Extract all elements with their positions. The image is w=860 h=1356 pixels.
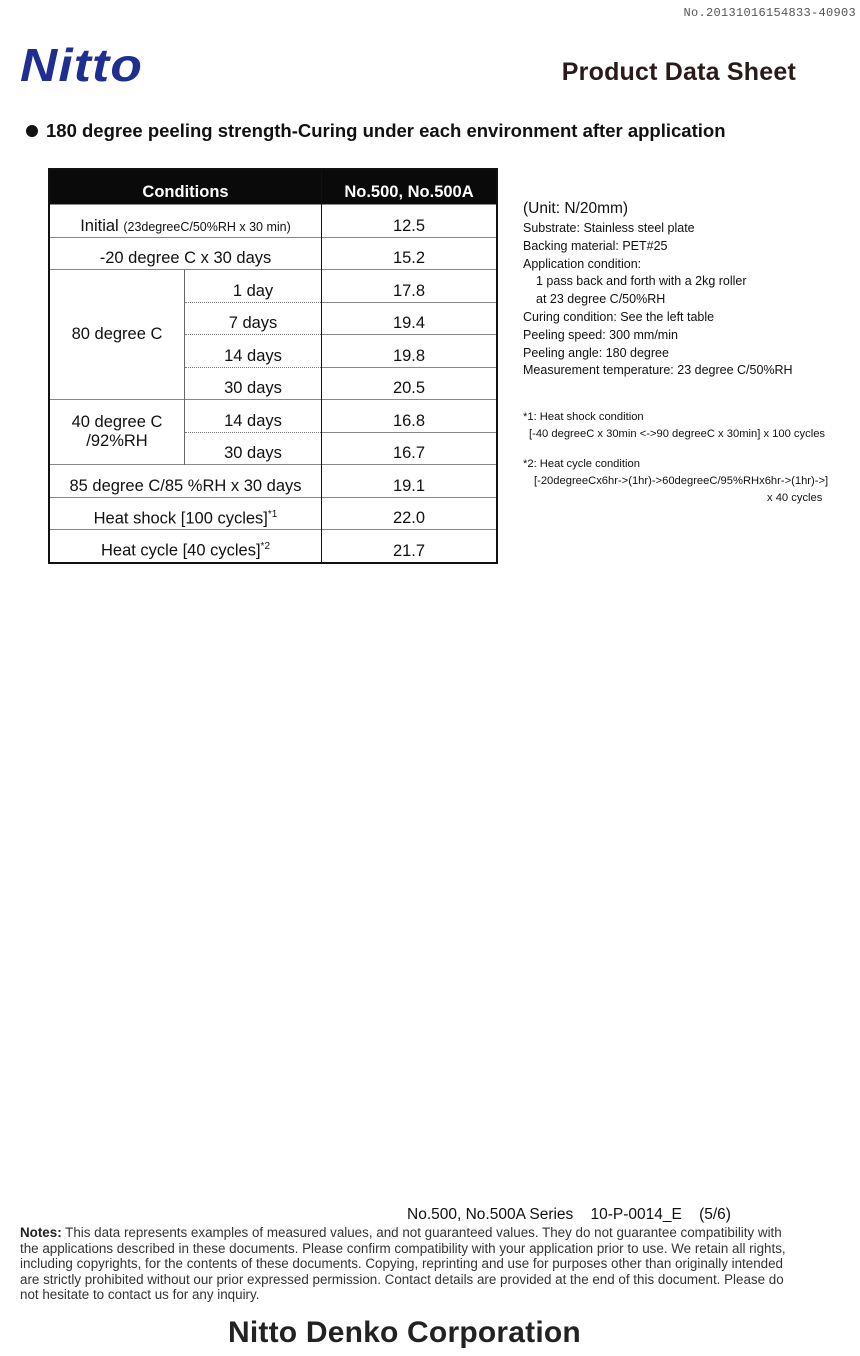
duration-cell: 14 days xyxy=(185,335,322,368)
condition-label: Initial xyxy=(80,216,119,235)
application-detail: at 23 degree C/50%RH xyxy=(536,292,666,307)
table-row xyxy=(49,205,497,238)
value-cell: 15.2 xyxy=(322,237,498,270)
column-header-product: No.500, No.500A xyxy=(322,169,498,205)
value-cell: 12.5 xyxy=(322,205,498,238)
table-row xyxy=(49,237,497,270)
page-title: Product Data Sheet xyxy=(561,58,796,86)
nitto-logo: Nitto xyxy=(20,39,143,91)
duration-cell: 1 day xyxy=(185,270,322,303)
value-cell: 16.8 xyxy=(322,400,498,433)
peeling-angle-line: Peeling angle: 180 degree xyxy=(523,345,669,360)
value-cell: 17.8 xyxy=(322,270,498,303)
table-row xyxy=(49,497,497,530)
condition-label: Heat shock [100 cycles] xyxy=(93,509,268,527)
duration-cell: 30 days xyxy=(185,367,322,400)
table-row xyxy=(49,465,497,498)
section-heading xyxy=(26,120,726,142)
bullet-icon xyxy=(26,125,38,137)
table-row xyxy=(49,530,497,563)
condition-cell: 85 degree C/85 %RH x 30 days xyxy=(49,465,322,498)
value-cell: 20.5 xyxy=(322,367,498,400)
notes-label: Notes: xyxy=(20,1225,62,1240)
footnote-text: x 40 cycles xyxy=(767,492,823,504)
application-line: Application condition: xyxy=(523,256,642,271)
duration-cell: 7 days xyxy=(185,302,322,335)
footnote-ref: *1 xyxy=(267,508,278,520)
footnote-ref: *2 xyxy=(260,541,270,552)
test-conditions xyxy=(523,198,793,380)
duration-cell: 30 days xyxy=(185,432,322,465)
disclaimer-notes xyxy=(20,1225,802,1303)
substrate-line: Substrate: Stainless steel plate xyxy=(523,221,695,235)
group-label-line: /92%RH xyxy=(86,432,148,450)
notes-text: This data represents examples of measured values, and not guaranteed values. They do not guarantee compatibility with the applications described in these documents. Please confirm compatibility with your application prior to use. We retain all rights, including copyrights, for the contents of these documents. Copying, reprinting and use for purposes other than originally intended are strictly prohibited without our prior expressed permission. Contact details are provided at the end of this document. Please do not hesitate to contact us for any inquiry. xyxy=(20,1225,786,1303)
measurement-temp-line: Measurement temperature: 23 degree C/50%RH xyxy=(523,363,793,378)
condition-cell: -20 degree C x 30 days xyxy=(49,237,322,270)
peel-strength-table xyxy=(48,168,498,564)
condition-cell xyxy=(49,497,322,530)
series-line: No.500, No.500A Series 10-P-0014_E (5/6) xyxy=(407,1206,731,1223)
footnote-text: [-20degreeCx6hr->(1hr)->60degreeC/95%RHx6hr->(1hr)->] xyxy=(534,475,829,487)
corporation-name: Nitto Denko Corporation xyxy=(228,1316,581,1349)
value-cell: 16.7 xyxy=(322,432,498,465)
condition-label-small: (23degreeC/50%RH x 30 min) xyxy=(123,219,291,234)
document-number: No.20131016154833-40903 xyxy=(683,6,856,20)
footnote-title: *1: Heat shock condition xyxy=(523,411,644,423)
section-heading-text: 180 degree peeling strength-Curing under each environment after application xyxy=(46,120,726,141)
duration-cell: 14 days xyxy=(185,400,322,433)
application-detail: 1 pass back and forth with a 2kg roller xyxy=(536,274,747,289)
footnote-2 xyxy=(523,456,828,507)
value-cell: 19.8 xyxy=(322,335,498,368)
value-cell: 22.0 xyxy=(322,497,498,530)
unit-label: (Unit: N/20mm) xyxy=(523,200,629,217)
condition-cell xyxy=(49,205,322,238)
table-row xyxy=(49,400,497,433)
curing-line: Curing condition: See the left table xyxy=(523,309,715,324)
backing-line: Backing material: PET#25 xyxy=(523,238,668,253)
footnote-1 xyxy=(523,409,825,443)
column-header-conditions: Conditions xyxy=(49,169,322,205)
value-cell: 21.7 xyxy=(322,530,498,563)
value-cell: 19.1 xyxy=(322,465,498,498)
footnote-title: *2: Heat cycle condition xyxy=(523,458,640,470)
table-row xyxy=(49,270,497,303)
condition-cell xyxy=(49,530,322,563)
condition-label: Heat cycle [40 cycles] xyxy=(100,541,261,560)
group-label-40c xyxy=(49,400,185,465)
value-cell: 19.4 xyxy=(322,302,498,335)
group-label-80c: 80 degree C xyxy=(49,270,185,400)
footnote-text: [-40 degreeC x 30min <->90 degreeC x 30min] x 100 cycles xyxy=(529,428,826,440)
peeling-speed-line: Peeling speed: 300 mm/min xyxy=(523,327,678,342)
table-header-row xyxy=(49,169,497,205)
group-label-line: 40 degree C xyxy=(71,413,163,431)
